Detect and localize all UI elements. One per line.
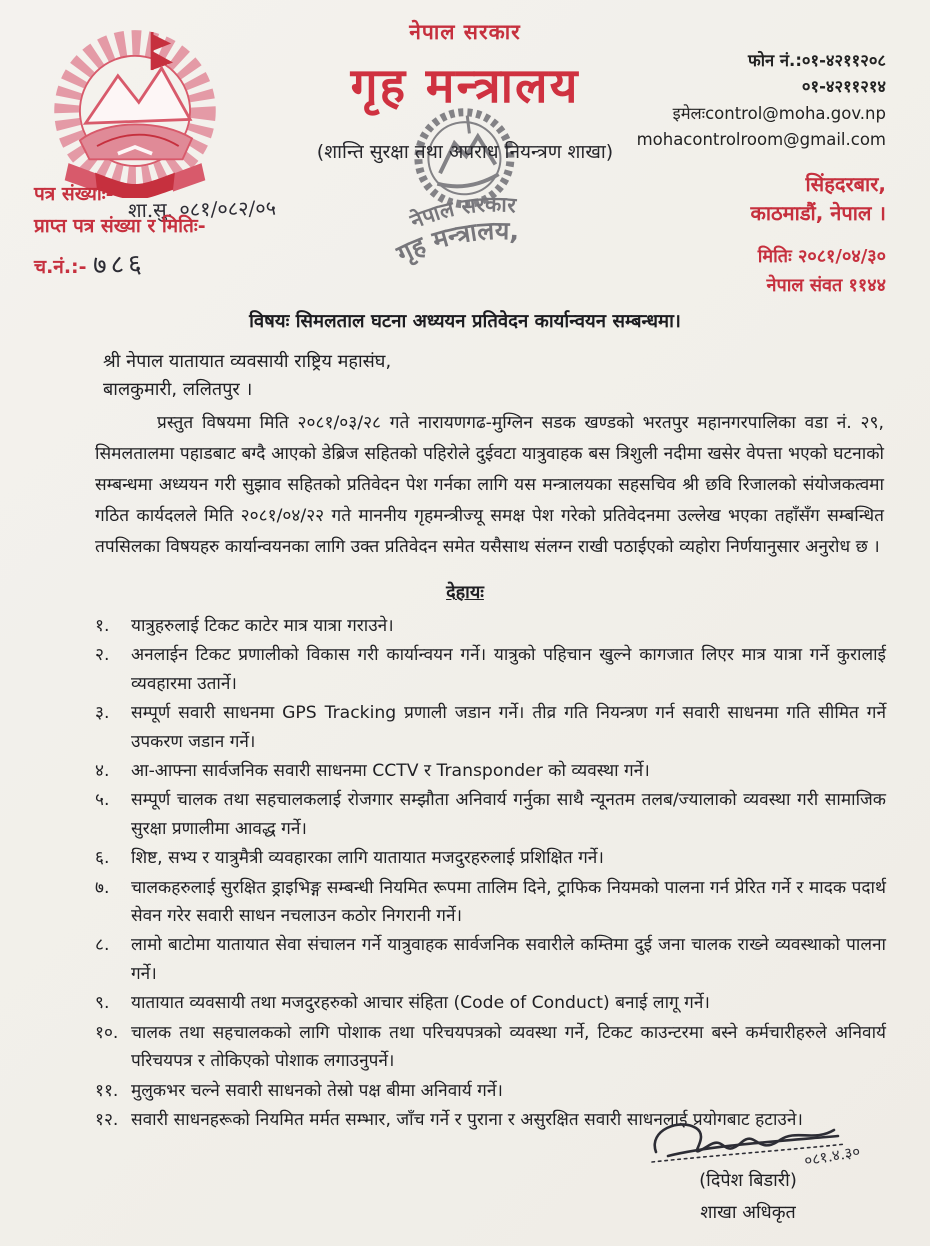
date-block <box>758 243 886 301</box>
branch-name: (शान्ति सुरक्षा तथा अपराध नियन्त्रण शाखा) <box>316 141 614 163</box>
item-text: चालक तथा सहचालकको लागि पोशाक तथा परिचयपत्रको व्यवस्था गर्ने, टिकट काउन्टरमा बस्ने कर्मचारीहरुले अनिवार्य परिचयपत्र र तोकिएको पोशाक लगाउनुपर्ने। <box>131 1022 886 1072</box>
item-number: ५. <box>95 790 110 811</box>
phone-line-2: ०१-४२११२१४ <box>801 77 886 97</box>
ministry-title: गृह मन्त्रालय <box>350 58 580 114</box>
received-label: प्राप्त पत्र संख्या र मितिः- <box>34 215 206 237</box>
list-item <box>95 874 886 931</box>
signature-date-handwritten: ०८१.४.३० <box>802 1142 862 1170</box>
letter-date: मितिः २०८१/०४/३० <box>757 246 886 267</box>
item-text: यात्रुहरुलाई टिकट काटेर मात्र यात्रा गराउने। <box>131 616 394 636</box>
item-number: १०. <box>95 1022 119 1043</box>
list-item <box>95 1077 886 1105</box>
email-line-1: इमेलःcontrol@moha.gov.np <box>672 103 886 123</box>
svg-text:गृह मन्त्रालय, <box>390 212 526 272</box>
item-text: सम्पूर्ण सवारी साधनमा GPS Tracking प्रणाली जडान गर्ने। तीव्र गति नियन्त्रण गर्न सवारी साधनमा गति सीमित गर्ने उपकरण जडान गर्ने। <box>131 703 886 752</box>
dispatch-label: च.नं.:- <box>34 256 87 278</box>
phone-line-1: फोन नं.:०१-४२११२०८ <box>748 51 886 70</box>
signatory-title: शाखा अधिकृत <box>700 1202 796 1223</box>
item-text: मुलुकभर चल्ने सवारी साधनको तेस्रो पक्ष बीमा अनिवार्य गर्ने। <box>131 1080 503 1101</box>
item-number: ३. <box>95 703 110 724</box>
item-number: २. <box>95 645 110 666</box>
item-text: सवारी साधनहरूको नियमित मर्मत सम्भार, जाँच गर्ने र पुराना र असुरक्षित सवारी साधनलाई प्रयोगबाट हटाउने। <box>131 1109 803 1130</box>
item-text: अनलाईन टिकट प्रणालीको विकास गरी कार्यान्वयन गर्ने। यात्रुको पहिचान खुल्ने कागजात लिएर मात्र यात्रा गर्ने कुरालाई व्यवहारमा उतार्ने। <box>131 645 886 694</box>
ministry-ink-stamp <box>348 87 588 288</box>
email-line-2: mohacontrolroom@gmail.com <box>636 130 886 150</box>
letter-number-block <box>34 180 114 209</box>
list-item <box>95 786 886 843</box>
item-number: ७. <box>95 877 110 898</box>
letter-no-label: पत्र संख्याः- <box>34 183 114 205</box>
directive-list <box>95 612 886 1135</box>
nepal-sambat: नेपाल संवत ११४४ <box>766 274 886 296</box>
item-number: ८. <box>95 935 110 956</box>
addressee-line-1: श्री नेपाल यातायात व्यवसायी राष्ट्रिय महासंघ, <box>103 351 392 372</box>
list-item <box>95 699 886 756</box>
item-text: लामो बाटोमा यातायात सेवा संचालन गर्ने यात्रुवाहक सार्वजनिक सवारीले कम्तिमा दुई जना चालक राख्ने व्यवस्थाको पालना गर्ने। <box>131 935 886 984</box>
letter-no-handwritten: शा.सु. ०८१/०८२/०५ <box>127 195 277 223</box>
item-number: ११. <box>95 1080 119 1101</box>
dispatch-value-handwritten: ७८६ <box>92 249 146 281</box>
address-line-1: सिंहदरबार, <box>805 172 886 196</box>
item-number: १२. <box>95 1109 119 1130</box>
item-text: शिष्ट, सभ्य र यात्रुमैत्री व्यवहारका लागि यातायात मजदुरहरुलाई प्रशिक्षित गर्ने। <box>131 848 604 869</box>
list-item <box>95 612 886 640</box>
addressee-block <box>103 348 391 404</box>
list-item <box>95 757 886 785</box>
subject-line: विषयः सिमलताल घटना अध्ययन प्रतिवेदन कार्यान्वयन सम्बन्धमा। <box>249 311 681 332</box>
item-text: आ-आफ्ना सार्वजनिक सवारी साधनमा CCTV र Transponder को व्यवस्था गर्ने। <box>131 761 650 782</box>
item-text: यातायात व्यवसायी तथा मजदुरहरुको आचार संहिता (Code of Conduct) बनाई लागू गर्ने। <box>131 993 710 1014</box>
address-block <box>751 170 886 228</box>
list-item <box>95 1019 886 1076</box>
dispatch-number-block <box>34 245 145 281</box>
signatory-name: (दिपेश बिडारी) <box>699 1170 797 1191</box>
list-item <box>95 989 886 1017</box>
addressee-line-2: बालकुमारी, ललितपुर । <box>103 379 253 400</box>
list-item <box>95 931 886 988</box>
signature-block <box>618 1112 878 1224</box>
item-number: ९. <box>95 993 110 1014</box>
item-number: ४. <box>95 761 110 782</box>
item-text: सम्पूर्ण चालक तथा सहचालकलाई रोजगार सम्झौता अनिवार्य गर्नुका साथै न्यूनतम तलब/ज्यालाको व्यवस्था गरी सामाजिक सुरक्षा प्रणालीमा आवद्ध गर्ने। <box>131 790 886 839</box>
received-letter-block <box>34 212 206 241</box>
address-line-2: काठमाडौं, नेपाल । <box>750 201 886 225</box>
list-item <box>95 641 886 698</box>
item-number: १. <box>95 616 110 636</box>
item-text: चालकहरुलाई सुरक्षित ड्राइभिङ्ग सम्बन्धी नियमित रूपमा तालिम दिने, ट्राफिक नियमको पालना गर्न प्रेरित गर्ने र मादक पदार्थ सेवन गरेर सवारी साधन नचलाउन कठोर निगरानी गर्ने। <box>131 877 886 927</box>
list-item <box>95 844 886 872</box>
stamp-text-ministry: गृह मन्त्रालय, <box>392 216 521 269</box>
list-heading: देहायः <box>446 582 484 603</box>
body-paragraph: प्रस्तुत विषयमा मिति २०८१/०३/२८ गते नारायणगढ-मुग्लिन सडक खण्डको भरतपुर महानगरपालिका वडा नं. २९, सिमलतालमा पहाडबाट बग्दै आएको डेब्रिज सहितको पहिरोले दुईवटा यात्रुवाहक बस त्रिशुली नदीमा खसेर वेपत्ता भएको घटनाको सम्बन्धमा अध्ययन गरी सुझाव सहितको प्रतिवेदन पेश गर्नका लागि यस मन्त्रालयका सहसचिव श्री छवि रिजालको संयोजकत्वमा गठित कार्यदलले मिति २०८१/०४/२२ गते माननीय गृहमन्त्रीज्यू समक्ष पेश गरेको प्रतिवेदनमा उल्लेख भएका तहाँसँग सम्बन्धित तपसिलका विषयहरु कार्यान्वयनका लागि उक्त प्रतिवेदन समेत यसैसाथ संलग्न राखी पठाईएको व्यहोरा निर्णयानुसार अनुरोध छ । <box>95 413 884 557</box>
government-name: नेपाल सरकार <box>409 20 521 44</box>
stamp-text-government: नेपाल सरकार <box>406 192 517 234</box>
item-number: ६. <box>95 848 110 869</box>
